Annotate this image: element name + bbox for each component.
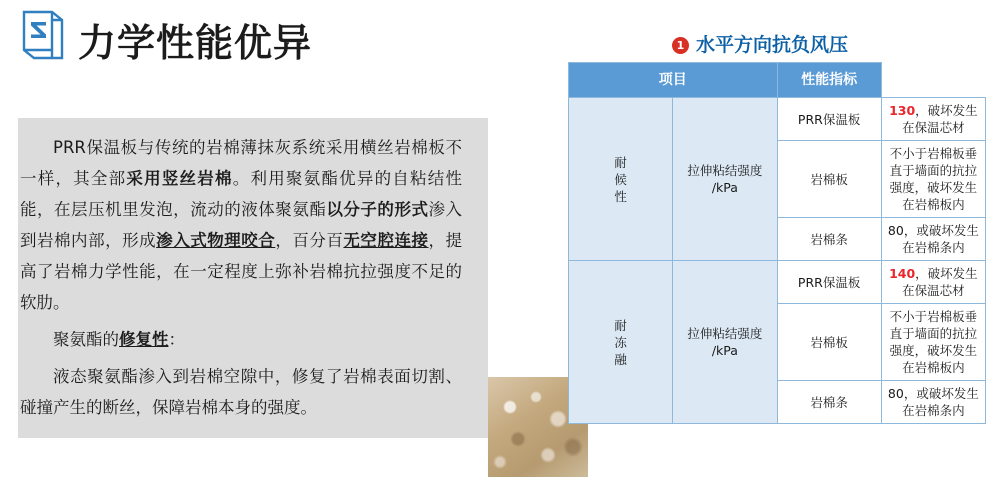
text-run: 修复性 (119, 330, 169, 349)
left-body-text (20, 132, 462, 429)
row-item: 岩棉条 (777, 381, 881, 424)
text-run: 以分子的形式 (326, 200, 429, 219)
value-highlight: 130 (889, 103, 916, 118)
row-subcategory: 拉伸粘结强度 /kPa (673, 98, 777, 261)
row-item: 岩棉板 (777, 141, 881, 218)
header-item: 项目 (569, 63, 778, 98)
paragraph-2 (20, 324, 462, 355)
row-value (881, 261, 985, 304)
page-title: 力学性能优异 (78, 21, 313, 65)
row-category: 耐 冻 融 (569, 261, 673, 424)
value-text: 80，或破坏发生在岩棉条内 (887, 223, 979, 255)
text-run: 渗入到岩棉内部，形成 (20, 200, 463, 250)
row-value (881, 304, 985, 381)
section-title-text: 水平方向抗负风压 (696, 34, 849, 56)
value-highlight: 140 (889, 266, 916, 281)
right-section-title (672, 30, 848, 57)
table-header-row (569, 63, 986, 98)
value-text: 不小于岩棉板垂直于墙面的抗拉强度，破坏发生在岩棉板内 (889, 309, 978, 375)
text-run: 采用竖丝岩棉 (126, 169, 233, 188)
row-value (881, 98, 985, 141)
text-run: PRR保温板与传统的岩棉薄抹灰系统采用横丝岩棉板不一样，其全部 (20, 138, 462, 188)
text-run: ，提高了岩棉力学性能，在一定程度上弥补岩棉抗拉强度不足的软肋。 (20, 231, 463, 312)
row-item: 岩棉板 (777, 304, 881, 381)
table-row (569, 261, 986, 304)
value-text: ，破坏发生在保温芯材 (902, 103, 978, 135)
row-item: PRR保温板 (777, 261, 881, 304)
value-text: 不小于岩棉板垂直于墙面的抗拉强度，破坏发生在岩棉板内 (889, 146, 978, 212)
text-run: ： (168, 330, 185, 349)
row-item: PRR保温板 (777, 98, 881, 141)
header-metric: 性能指标 (777, 63, 881, 98)
text-run: 聚氨酯的 (53, 330, 119, 349)
table-row (569, 98, 986, 141)
row-subcategory: 拉伸粘结强度 /kPa (673, 261, 777, 424)
text-run: ，百分百 (275, 231, 344, 250)
paragraph-1 (20, 132, 462, 318)
value-text: ，破坏发生在保温芯材 (902, 266, 978, 298)
text-run: 渗入式物理咬合 (156, 231, 276, 250)
book-stack-logo-icon (18, 8, 68, 64)
text-run: 。利用聚氨酯优异的自粘结性能，在层压机里发泡，流动的液体聚氨酯 (20, 169, 463, 219)
row-value (881, 381, 985, 424)
section-number-badge: 1 (672, 37, 689, 54)
text-run: 无空腔连接 (343, 231, 429, 250)
row-value (881, 141, 985, 218)
text-run: 液态聚氨酯渗入到岩棉空隙中，修复了岩棉表面切割、碰撞产生的断丝，保障岩棉本身的强度。 (20, 367, 462, 417)
performance-table (568, 62, 986, 424)
value-text: 80，或破坏发生在岩棉条内 (887, 386, 979, 418)
row-category: 耐 候 性 (569, 98, 673, 261)
row-value (881, 218, 985, 261)
paragraph-3 (20, 361, 462, 423)
row-item: 岩棉条 (777, 218, 881, 261)
